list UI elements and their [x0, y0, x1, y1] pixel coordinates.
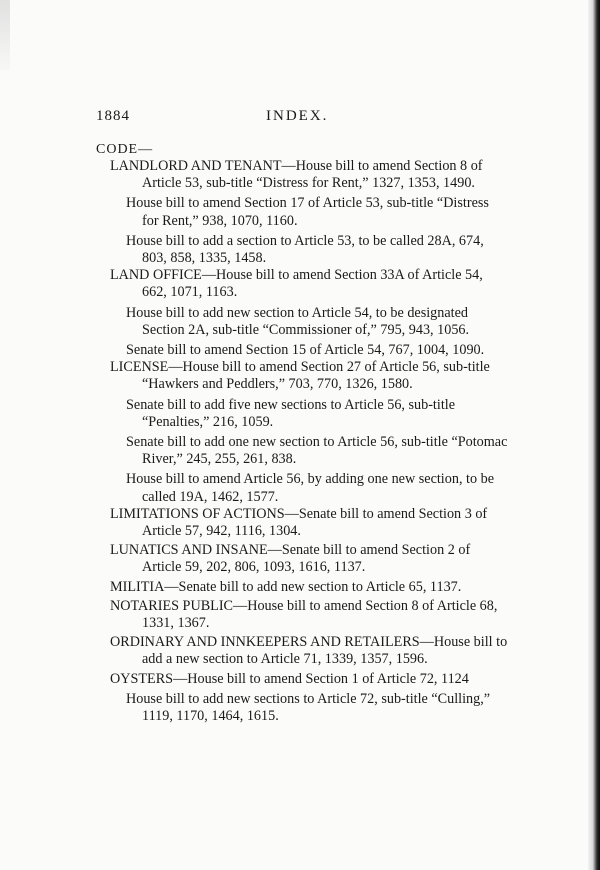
running-head: INDEX. — [266, 108, 329, 124]
index-subentry: House bill to amend Article 56, by adding one new section, to be called 19A, 1462, 1577. — [126, 471, 495, 505]
index-entry: NOTARIES PUBLIC—House bill to amend Section 8 of Article 68, 1331, 1367. — [110, 597, 498, 632]
scan-edge-left — [0, 0, 10, 70]
index-subentry: House bill to add new section to Article 54, to be designated Section 2A, sub-title “Commissioner of,” 795, 943, 1056. — [126, 304, 470, 338]
index-entry: MILITIA—Senate bill to add new section to Article 65, 1137. — [110, 578, 462, 595]
page-number: 1884 — [96, 108, 130, 124]
index-subentry: Senate bill to amend Section 15 of Article 54, 767, 1004, 1090. — [126, 342, 485, 359]
index-entries — [96, 158, 508, 725]
index-entry: LICENSE—House bill to amend Section 27 of Article 56, sub-title “Hawkers and Peddlers,” 703, 770, 1326, 1580. — [110, 359, 490, 393]
page-header — [96, 108, 506, 130]
index-subentry: House bill to amend Section 17 of Article 53, sub-title “Distress for Rent,” 938, 1070, 1160. — [126, 195, 489, 229]
scan-edge-right — [588, 0, 600, 870]
index-entry: LAND OFFICE—House bill to amend Section 33A of Article 54, 662, 1071, 1163. — [110, 267, 483, 301]
index-subentry: Senate bill to add one new section to Article 56, sub-title “Potomac River,” 245, 255, 261, 838. — [126, 434, 508, 468]
index-subentry: House bill to add a section to Article 53, to be called 28A, 674, 803, 858, 1335, 1458. — [126, 232, 484, 267]
index-entry: LUNATICS AND INSANE—Senate bill to amend Section 2 of Article 59, 202, 806, 1093, 1616, 1137. — [110, 542, 471, 576]
index-entry: OYSTERS—House bill to amend Section 1 of Article 72, 1124 — [110, 670, 469, 687]
index-subentry: House bill to add new sections to Article 72, sub-title “Culling,” 1119, 1170, 1464, 1615. — [126, 690, 491, 725]
index-entry: LIMITATIONS OF ACTIONS—Senate bill to amend Section 3 of Article 57, 942, 1116, 1304. — [110, 505, 488, 540]
index-entry: LANDLORD AND TENANT—House bill to amend Section 8 of Article 53, sub-title “Distress for Rent,” 1327, 1353, 1490. — [110, 158, 483, 192]
index-entry: ORDINARY AND INNKEEPERS AND RETAILERS—House bill to add a new section to Article 71, 1339, 1357, 1596. — [110, 634, 508, 668]
index-subentry: Senate bill to add five new sections to Article 56, sub-title “Penalties,” 216, 1059. — [126, 396, 455, 430]
section-label: CODE— — [96, 142, 154, 157]
